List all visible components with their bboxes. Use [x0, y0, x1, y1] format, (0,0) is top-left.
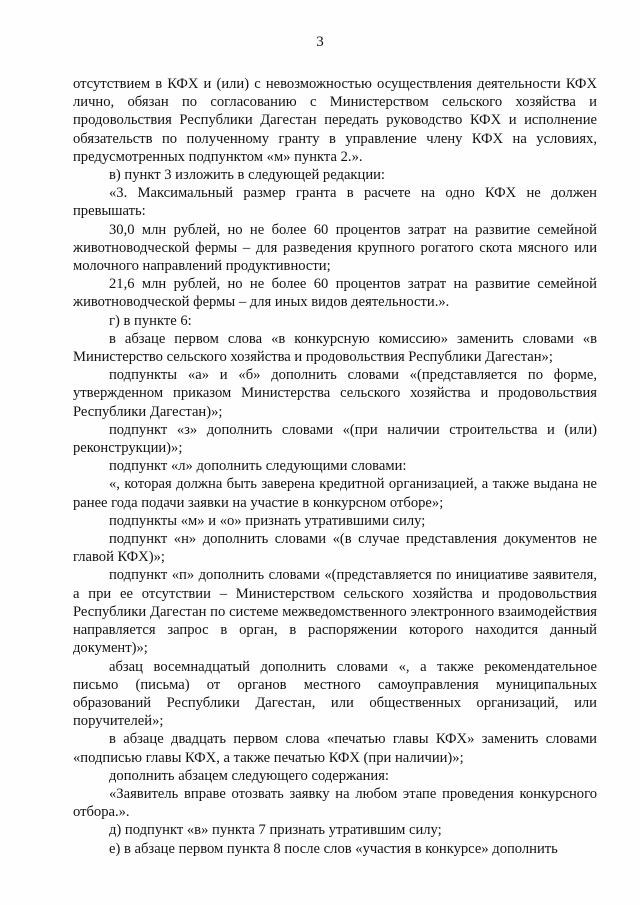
paragraph: абзац восемнадцатый дополнить словами «, а также рекомендательное письмо (письма) от органов местного самоуправления муниципальных образований Республики Дагестан, или общественных организаций, или поручителей»; [73, 658, 597, 730]
paragraph: подпункты «а» и «б» дополнить словами «(представляется по форме, утвержденном приказом Министерства сельского хозяйства и продовольствия Республики Дагестан)»; [73, 367, 597, 420]
paragraph: подпункт «н» дополнить словами «(в случае представления документов не главой КФХ)»; [73, 531, 597, 566]
paragraph: отсутствием в КФХ и (или) с невозможностью осуществления деятельности КФХ лично, обязан по согласованию с Министерством сельского хозяйства и продовольствия Республики Дагестан передать руководство КФХ и исполнение обязательств по полученному гранту в управление члену КФХ на условиях, предусмотренных подпунктом «м» пункта 2.». [73, 76, 597, 165]
paragraph: «, которая должна быть заверена кредитной организацией, а также выдана не ранее года подачи заявки на участие в конкурсном отборе»; [73, 476, 597, 511]
paragraph: «3. Максимальный размер гранта в расчете на одно КФХ не должен превышать: [73, 185, 597, 220]
paragraph: в абзаце первом слова «в конкурсную комиссию» заменить словами «в Министерство сельского хозяйства и продовольствия Республики Дагестан»; [73, 330, 597, 366]
paragraph: в) пункт 3 изложить в следующей редакции: [109, 167, 385, 184]
paragraph: д) подпункт «в» пункта 7 признать утратившим силу; [109, 822, 442, 839]
page-number: 3 [316, 34, 324, 50]
paragraph: «Заявитель вправе отозвать заявку на любом этапе проведения конкурсного отбора.». [73, 785, 597, 821]
paragraph: г) в пункте 6: [109, 312, 192, 329]
paragraph: подпункт «п» дополнить словами «(представляется по инициативе заявителя, а при ее отсутствии – Министерством сельского хозяйства и продовольствия Республики Дагестан по системе межведомственного электронного взаимодействия направляется запрос в орган, в распоряжении которого находится данный документ)»; [73, 567, 597, 657]
paragraph: е) в абзаце первом пункта 8 после слов «участия в конкурсе» дополнить [109, 840, 558, 857]
paragraph: подпункты «м» и «о» признать утратившими силу; [109, 512, 426, 529]
document-body [73, 75, 597, 858]
paragraph: 30,0 млн рублей, но не более 60 процентов затрат на развитие семейной животноводческой фермы – для разведения крупного рогатого скота мясного или молочного направлений продуктивности; [73, 221, 597, 275]
paragraph: подпункт «з» дополнить словами «(при наличии строительства и (или) реконструкции)»; [73, 421, 597, 457]
paragraph: подпункт «л» дополнить следующими словами: [109, 458, 407, 475]
paragraph: дополнить абзацем следующего содержания: [109, 767, 389, 784]
paragraph: 21,6 млн рублей, но не более 60 процентов затрат на развитие семейной животноводческой фермы – для иных видов деятельности.». [73, 276, 597, 311]
paragraph: в абзаце двадцать первом слова «печатью главы КФХ» заменить словами «подписью главы КФХ, а также печатью КФХ (при наличии)»; [73, 731, 597, 766]
